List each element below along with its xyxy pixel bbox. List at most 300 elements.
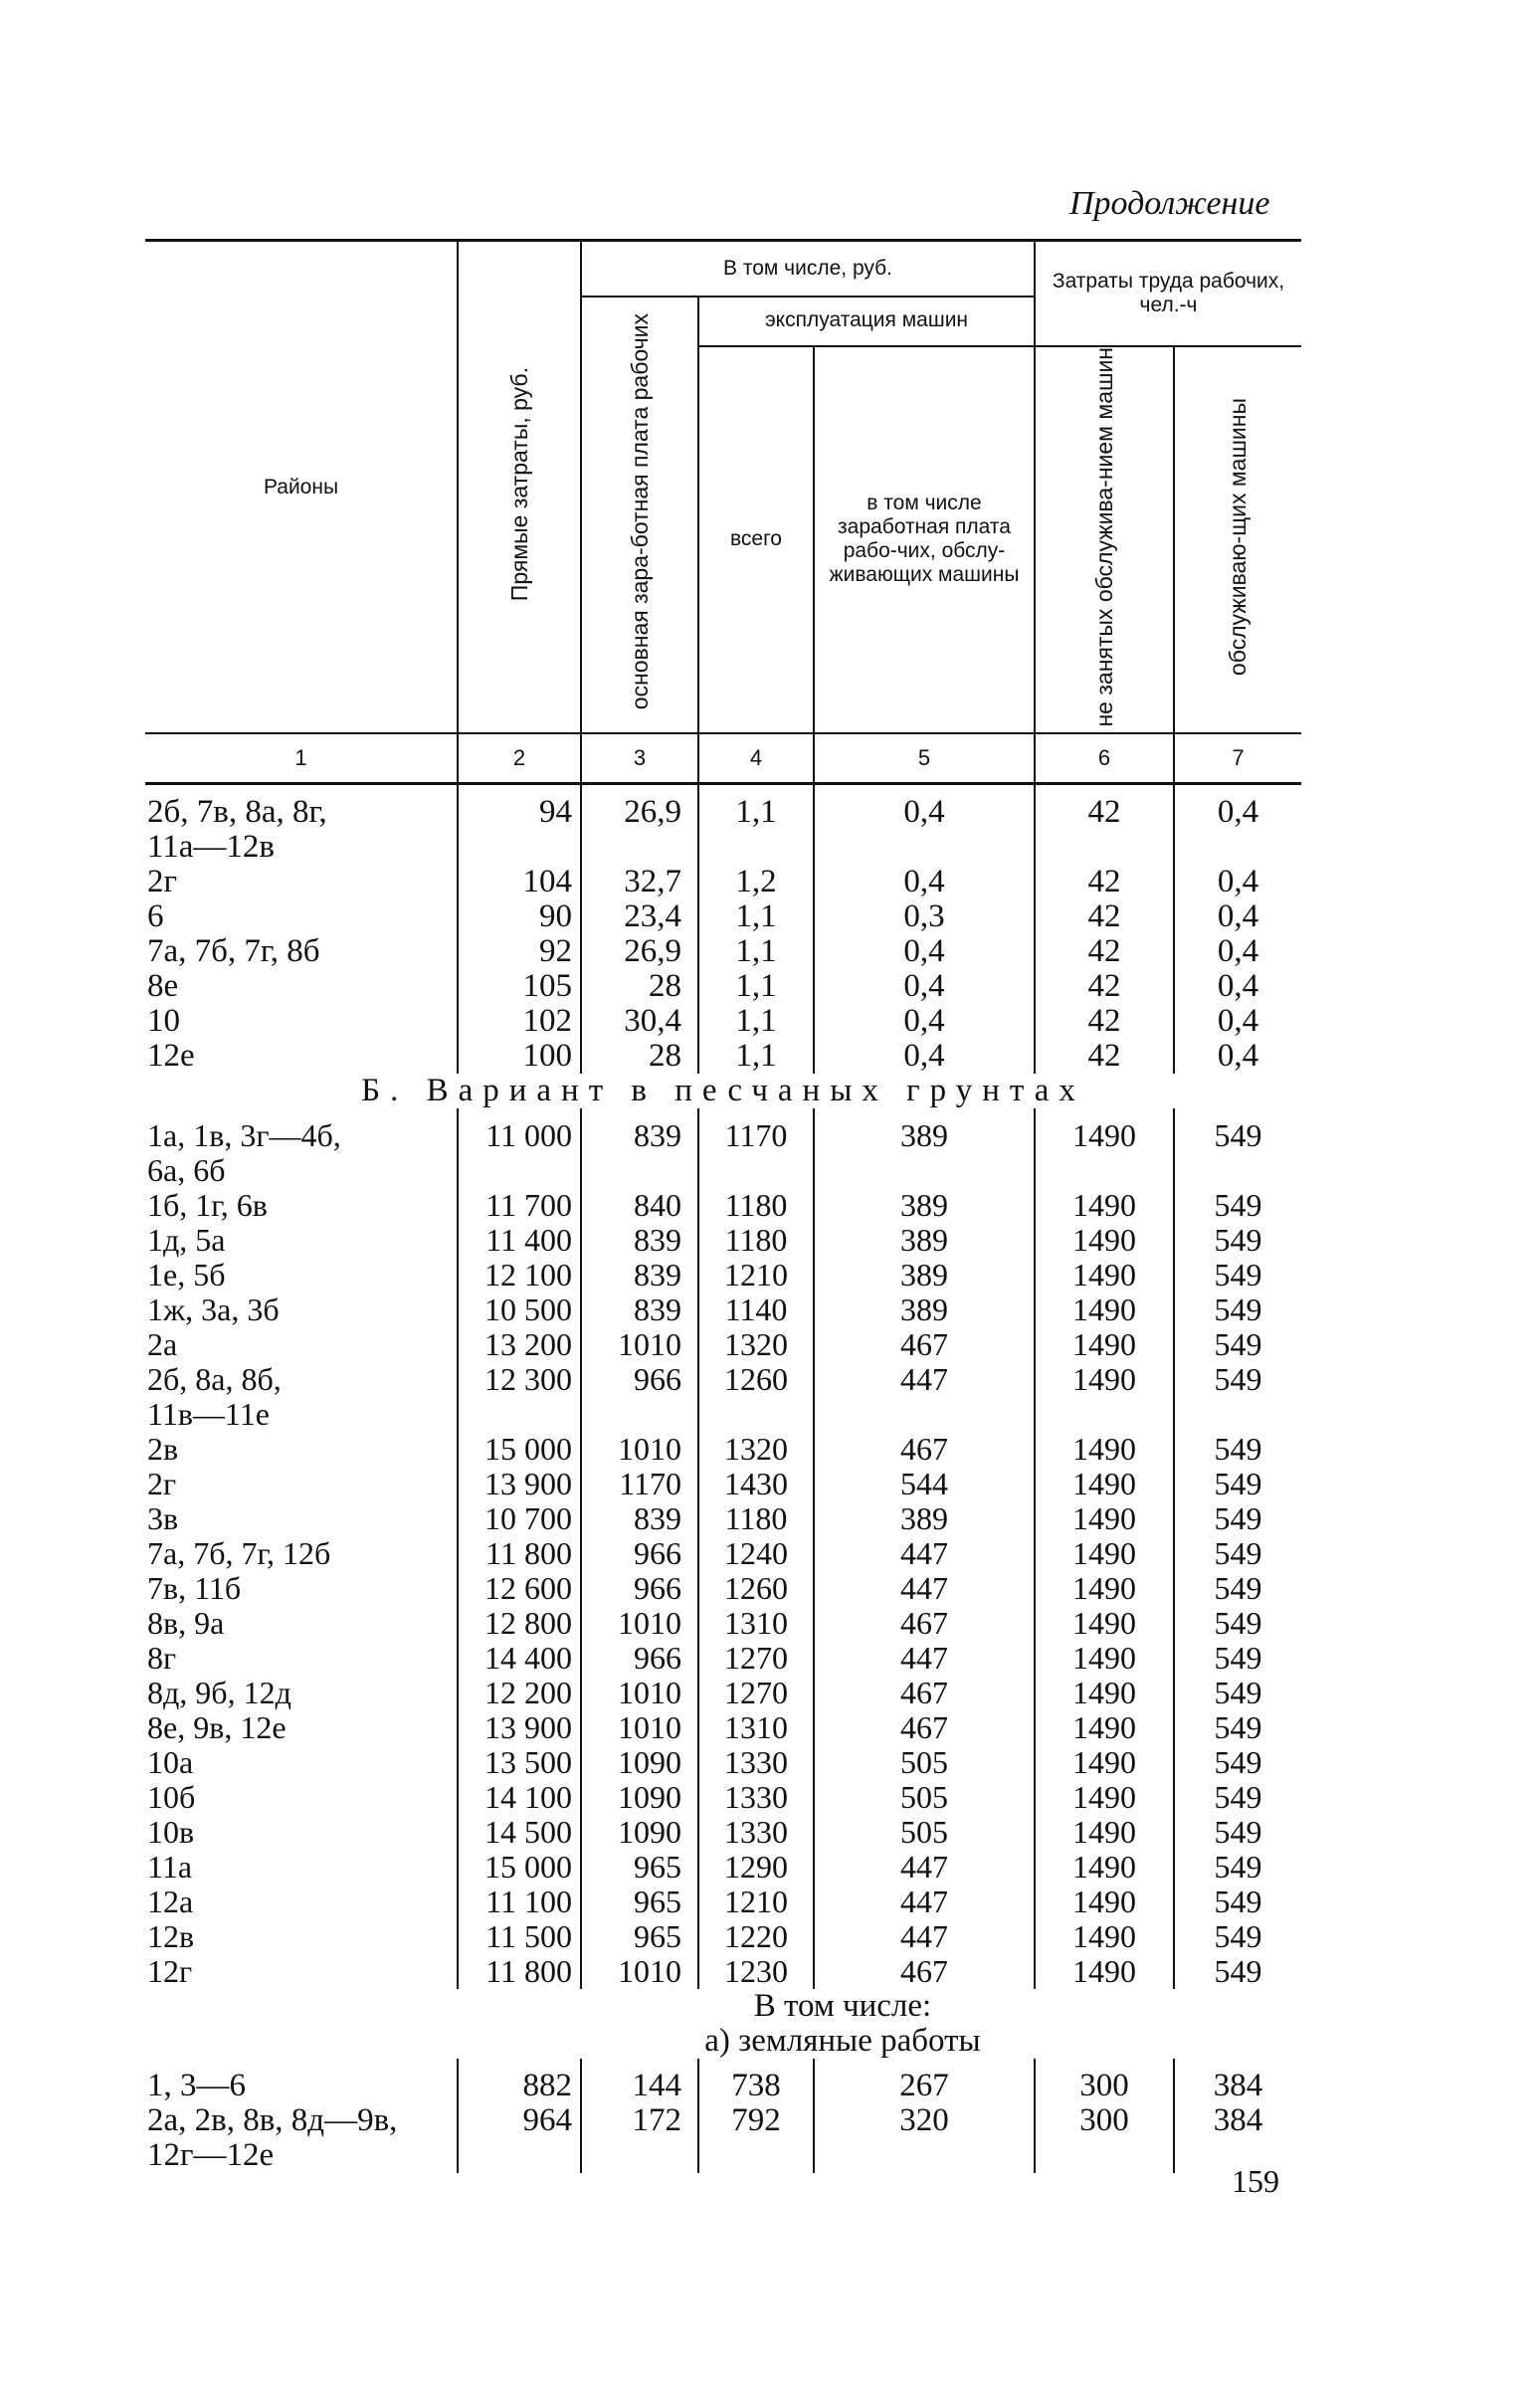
value-cell: 549 — [1174, 1676, 1301, 1710]
value-cell: 1090 — [581, 1815, 698, 1850]
value-cell: 549 — [1174, 1780, 1301, 1815]
value-cell: 467 — [814, 1432, 1035, 1467]
value-cell: 965 — [581, 1919, 698, 1954]
section-a-body — [145, 784, 1301, 1075]
value-cell: 467 — [814, 1954, 1035, 1989]
table-header — [145, 241, 1301, 784]
value-cell: 1010 — [581, 1606, 698, 1641]
table-row — [145, 969, 1301, 1004]
value-cell: 0,4 — [1174, 969, 1301, 1004]
value-cell: 1270 — [698, 1676, 814, 1710]
column-number: 5 — [814, 733, 1035, 784]
value-cell: 42 — [1035, 899, 1174, 934]
value-cell: 0,4 — [1174, 1039, 1301, 1074]
value-cell — [1174, 1397, 1301, 1432]
value-cell: 1490 — [1035, 1641, 1174, 1676]
value-cell: 549 — [1174, 1850, 1301, 1885]
value-cell: 1490 — [1035, 1815, 1174, 1850]
value-cell: 15 000 — [458, 1432, 581, 1467]
table-row — [145, 1536, 1301, 1571]
value-cell — [698, 830, 814, 865]
earthworks-label: а) земляные работы — [704, 2023, 981, 2060]
value-cell: 13 900 — [458, 1467, 581, 1501]
section-b-body — [145, 1108, 1301, 1989]
value-cell: 544 — [814, 1467, 1035, 1501]
value-cell — [814, 2138, 1035, 2173]
region-cell: 2б, 7в, 8а, 8г, — [147, 794, 327, 831]
header-not-machine: не занятых обслужива-нием машин — [1035, 346, 1174, 734]
value-cell: 13 500 — [458, 1745, 581, 1780]
value-cell: 549 — [1174, 1432, 1301, 1467]
value-cell: 92 — [458, 934, 581, 969]
region-cell: 12а — [147, 1884, 194, 1920]
earthworks-body — [145, 2059, 1301, 2173]
value-cell: 0,4 — [814, 934, 1035, 969]
value-cell — [581, 830, 698, 865]
region-cell: 1е, 5б — [147, 1257, 226, 1293]
value-cell: 1,1 — [698, 899, 814, 934]
value-cell: 1,1 — [698, 969, 814, 1004]
value-cell — [1174, 1153, 1301, 1188]
value-cell: 1180 — [698, 1501, 814, 1536]
including-label-row — [145, 1989, 1301, 2024]
table-row — [145, 1467, 1301, 1501]
table-row — [145, 1780, 1301, 1815]
value-cell — [698, 1397, 814, 1432]
value-cell: 1260 — [698, 1571, 814, 1606]
value-cell: 389 — [814, 1108, 1035, 1153]
region-cell: 11а — [147, 1849, 193, 1886]
value-cell: 1490 — [1035, 1108, 1174, 1153]
value-cell: 1490 — [1035, 1571, 1174, 1606]
region-cell: 2б, 8а, 8б, — [147, 1361, 282, 1398]
value-cell: 14 100 — [458, 1780, 581, 1815]
table-row — [145, 830, 1301, 865]
value-cell: 549 — [1174, 1954, 1301, 1989]
value-cell: 94 — [458, 784, 581, 831]
value-cell: 1490 — [1035, 1223, 1174, 1258]
value-cell: 549 — [1174, 1501, 1301, 1536]
value-cell: 0,4 — [814, 1004, 1035, 1039]
value-cell: 549 — [1174, 1606, 1301, 1641]
value-cell — [458, 1153, 581, 1188]
value-cell: 1490 — [1035, 1188, 1174, 1223]
value-cell: 1490 — [1035, 1327, 1174, 1362]
region-cell: 12г—12е — [147, 2137, 275, 2174]
value-cell: 1490 — [1035, 1710, 1174, 1745]
value-cell: 1330 — [698, 1745, 814, 1780]
header-machine-service: обслуживаю-щих машины — [1174, 346, 1301, 734]
table-row — [145, 1571, 1301, 1606]
value-cell: 1490 — [1035, 1467, 1174, 1501]
value-cell: 447 — [814, 1885, 1035, 1919]
value-cell: 1140 — [698, 1292, 814, 1327]
value-cell: 1270 — [698, 1641, 814, 1676]
value-cell: 28 — [581, 969, 698, 1004]
value-cell: 0,3 — [814, 899, 1035, 934]
value-cell: 144 — [581, 2059, 698, 2103]
value-cell: 11 500 — [458, 1919, 581, 1954]
value-cell: 1490 — [1035, 1258, 1174, 1292]
region-cell: 1д, 5а — [147, 1222, 226, 1259]
value-cell: 549 — [1174, 1327, 1301, 1362]
value-cell: 389 — [814, 1292, 1035, 1327]
table-row — [145, 1223, 1301, 1258]
value-cell: 12 200 — [458, 1676, 581, 1710]
value-cell: 549 — [1174, 1571, 1301, 1606]
value-cell: 1490 — [1035, 1606, 1174, 1641]
value-cell: 1,1 — [698, 784, 814, 831]
value-cell: 839 — [581, 1258, 698, 1292]
table-row — [145, 2138, 1301, 2173]
value-cell: 0,4 — [814, 1039, 1035, 1074]
value-cell: 389 — [814, 1501, 1035, 1536]
value-cell: 300 — [1035, 2103, 1174, 2138]
region-cell: 7в, 11б — [147, 1570, 242, 1607]
value-cell: 1330 — [698, 1815, 814, 1850]
value-cell: 549 — [1174, 1108, 1301, 1153]
value-cell: 840 — [581, 1188, 698, 1223]
value-cell: 1180 — [698, 1223, 814, 1258]
table-row — [145, 1919, 1301, 1954]
region-cell: 8д, 9б, 12д — [147, 1675, 291, 1711]
value-cell: 1,2 — [698, 865, 814, 899]
value-cell: 839 — [581, 1501, 698, 1536]
table-row — [145, 865, 1301, 899]
region-cell: 3в — [147, 1500, 179, 1537]
value-cell: 505 — [814, 1745, 1035, 1780]
value-cell: 549 — [1174, 1919, 1301, 1954]
section-b-title-row — [145, 1074, 1301, 1108]
value-cell: 549 — [1174, 1885, 1301, 1919]
value-cell: 549 — [1174, 1258, 1301, 1292]
value-cell: 964 — [458, 2103, 581, 2138]
value-cell: 30,4 — [581, 1004, 698, 1039]
value-cell: 1490 — [1035, 1919, 1174, 1954]
table-row — [145, 1676, 1301, 1710]
region-cell: 7а, 7б, 7г, 12б — [147, 1535, 331, 1572]
table-row — [145, 1954, 1301, 1989]
header-including-group: В том числе, руб. — [581, 241, 1035, 297]
region-cell: 2в — [147, 1431, 179, 1468]
column-number: 7 — [1174, 733, 1301, 784]
value-cell: 172 — [581, 2103, 698, 2138]
value-cell: 42 — [1035, 969, 1174, 1004]
value-cell: 1010 — [581, 1432, 698, 1467]
value-cell: 267 — [814, 2059, 1035, 2103]
value-cell: 966 — [581, 1536, 698, 1571]
value-cell: 389 — [814, 1258, 1035, 1292]
table-row — [145, 934, 1301, 969]
region-cell: 10а — [147, 1744, 194, 1781]
value-cell: 549 — [1174, 1710, 1301, 1745]
value-cell — [698, 1153, 814, 1188]
header-machine-operation: эксплуатация машин — [698, 297, 1035, 346]
region-cell: 1а, 1в, 3г—4б, — [147, 1117, 341, 1154]
value-cell: 965 — [581, 1850, 698, 1885]
value-cell: 549 — [1174, 1362, 1301, 1397]
value-cell: 1330 — [698, 1780, 814, 1815]
earthworks-label-row — [145, 2024, 1301, 2059]
value-cell: 1320 — [698, 1432, 814, 1467]
value-cell — [1174, 830, 1301, 865]
value-cell: 1090 — [581, 1780, 698, 1815]
header-direct-costs: Прямые затраты, руб. — [458, 241, 581, 734]
value-cell: 1490 — [1035, 1432, 1174, 1467]
value-cell: 320 — [814, 2103, 1035, 2138]
table-row — [145, 2103, 1301, 2138]
value-cell: 1490 — [1035, 1745, 1174, 1780]
value-cell: 1210 — [698, 1258, 814, 1292]
value-cell: 1490 — [1035, 1885, 1174, 1919]
value-cell: 549 — [1174, 1815, 1301, 1850]
value-cell: 42 — [1035, 784, 1174, 831]
value-cell: 12 100 — [458, 1258, 581, 1292]
value-cell: 42 — [1035, 1004, 1174, 1039]
value-cell: 1490 — [1035, 1292, 1174, 1327]
value-cell: 23,4 — [581, 899, 698, 934]
value-cell: 100 — [458, 1039, 581, 1074]
value-cell: 104 — [458, 865, 581, 899]
value-cell: 549 — [1174, 1223, 1301, 1258]
region-cell: 2г — [147, 1466, 177, 1502]
value-cell: 32,7 — [581, 865, 698, 899]
region-cell: 11в—11е — [147, 1396, 270, 1433]
header-operator-wage: в том числе заработная плата рабо-чих, обслу-живающих машины — [814, 346, 1035, 734]
table-row — [145, 1153, 1301, 1188]
table-row — [145, 1850, 1301, 1885]
value-cell: 1010 — [581, 1954, 698, 1989]
value-cell — [698, 2138, 814, 2173]
value-cell: 15 000 — [458, 1850, 581, 1885]
table-row — [145, 1815, 1301, 1850]
value-cell: 1490 — [1035, 1850, 1174, 1885]
value-cell: 882 — [458, 2059, 581, 2103]
table-row — [145, 1432, 1301, 1467]
column-number: 2 — [458, 733, 581, 784]
value-cell: 447 — [814, 1850, 1035, 1885]
value-cell: 549 — [1174, 1536, 1301, 1571]
value-cell — [581, 2138, 698, 2173]
value-cell: 1430 — [698, 1467, 814, 1501]
value-cell: 13 200 — [458, 1327, 581, 1362]
value-cell: 1490 — [1035, 1501, 1174, 1536]
region-cell: 10 — [147, 1003, 180, 1040]
table-row — [145, 1501, 1301, 1536]
value-cell: 467 — [814, 1676, 1035, 1710]
value-cell: 42 — [1035, 865, 1174, 899]
value-cell: 1490 — [1035, 1362, 1174, 1397]
value-cell — [1035, 2138, 1174, 2173]
region-cell: 10в — [147, 1814, 195, 1851]
value-cell — [458, 2138, 581, 2173]
region-cell: 2г — [147, 864, 178, 900]
region-cell: 1ж, 3а, 3б — [147, 1292, 280, 1328]
value-cell: 1320 — [698, 1327, 814, 1362]
value-cell — [1035, 1397, 1174, 1432]
value-cell: 549 — [1174, 1467, 1301, 1501]
value-cell: 1170 — [581, 1467, 698, 1501]
value-cell: 11 100 — [458, 1885, 581, 1919]
value-cell: 549 — [1174, 1188, 1301, 1223]
value-cell: 1230 — [698, 1954, 814, 1989]
value-cell — [458, 1397, 581, 1432]
page-number: 159 — [1232, 2163, 1279, 2199]
table-row — [145, 1606, 1301, 1641]
value-cell: 738 — [698, 2059, 814, 2103]
table-row — [145, 1641, 1301, 1676]
region-cell: 8г — [147, 1640, 177, 1677]
value-cell: 300 — [1035, 2059, 1174, 2103]
region-cell: 7а, 7б, 7г, 8б — [147, 933, 320, 970]
value-cell: 90 — [458, 899, 581, 934]
value-cell: 1490 — [1035, 1954, 1174, 1989]
value-cell: 467 — [814, 1606, 1035, 1641]
region-cell: 2а, 2в, 8в, 8д—9в, — [147, 2102, 398, 2139]
region-cell: 6 — [147, 898, 164, 935]
value-cell: 1,1 — [698, 1039, 814, 1074]
value-cell: 966 — [581, 1641, 698, 1676]
value-cell: 11 800 — [458, 1536, 581, 1571]
section-b-title: Б. Вариант в песчаных грунтах — [361, 1073, 1085, 1109]
region-cell: 12в — [147, 1918, 195, 1955]
value-cell: 12 800 — [458, 1606, 581, 1641]
value-cell: 389 — [814, 1223, 1035, 1258]
value-cell: 0,4 — [1174, 784, 1301, 831]
region-cell: 8в, 9а — [147, 1605, 225, 1642]
table-row — [145, 1188, 1301, 1223]
value-cell: 839 — [581, 1292, 698, 1327]
region-cell: 12е — [147, 1038, 195, 1075]
value-cell: 966 — [581, 1362, 698, 1397]
value-cell: 467 — [814, 1327, 1035, 1362]
value-cell: 549 — [1174, 1641, 1301, 1676]
header-labor-group: Затраты труда рабочих, чел.-ч — [1035, 241, 1301, 346]
value-cell — [814, 1397, 1035, 1432]
table-row — [145, 1292, 1301, 1327]
table-row — [145, 2059, 1301, 2103]
table-row — [145, 1745, 1301, 1780]
column-number: 1 — [145, 733, 458, 784]
value-cell: 0,4 — [814, 784, 1035, 831]
value-cell: 14 500 — [458, 1815, 581, 1850]
value-cell: 0,4 — [814, 969, 1035, 1004]
value-cell: 28 — [581, 1039, 698, 1074]
value-cell: 0,4 — [1174, 899, 1301, 934]
region-cell: 12г — [147, 1953, 193, 1990]
value-cell: 10 500 — [458, 1292, 581, 1327]
value-cell: 1,1 — [698, 934, 814, 969]
value-cell — [581, 1153, 698, 1188]
value-cell: 0,4 — [1174, 934, 1301, 969]
region-cell: 2а — [147, 1326, 178, 1363]
value-cell — [814, 830, 1035, 865]
value-cell: 11 700 — [458, 1188, 581, 1223]
value-cell: 447 — [814, 1362, 1035, 1397]
value-cell: 1490 — [1035, 1780, 1174, 1815]
table-row — [145, 1039, 1301, 1074]
value-cell: 42 — [1035, 1039, 1174, 1074]
column-number: 6 — [1035, 733, 1174, 784]
value-cell: 839 — [581, 1223, 698, 1258]
table-row — [145, 1327, 1301, 1362]
value-cell: 1010 — [581, 1710, 698, 1745]
value-cell: 1290 — [698, 1850, 814, 1885]
table-row — [145, 1885, 1301, 1919]
value-cell — [458, 830, 581, 865]
table-row — [145, 1004, 1301, 1039]
value-cell: 1170 — [698, 1108, 814, 1153]
table-row — [145, 1258, 1301, 1292]
value-cell: 505 — [814, 1780, 1035, 1815]
value-cell: 11 800 — [458, 1954, 581, 1989]
header-total: всего — [698, 346, 814, 734]
value-cell: 384 — [1174, 2103, 1301, 2138]
value-cell: 1490 — [1035, 1676, 1174, 1710]
value-cell: 467 — [814, 1710, 1035, 1745]
value-cell: 1010 — [581, 1327, 698, 1362]
value-cell: 1210 — [698, 1885, 814, 1919]
value-cell: 965 — [581, 1885, 698, 1919]
region-cell: 8е, 9в, 12е — [147, 1709, 287, 1746]
value-cell: 1220 — [698, 1919, 814, 1954]
running-header: Продолжение — [1069, 185, 1270, 222]
value-cell: 792 — [698, 2103, 814, 2138]
region-cell: 10б — [147, 1779, 196, 1816]
table-row — [145, 1710, 1301, 1745]
column-number: 3 — [581, 733, 698, 784]
table-row — [145, 1108, 1301, 1153]
value-cell: 26,9 — [581, 784, 698, 831]
value-cell: 11 000 — [458, 1108, 581, 1153]
table-row — [145, 784, 1301, 831]
value-cell: 966 — [581, 1571, 698, 1606]
value-cell: 1090 — [581, 1745, 698, 1780]
value-cell: 1240 — [698, 1536, 814, 1571]
value-cell: 384 — [1174, 2059, 1301, 2103]
region-cell: 6а, 6б — [147, 1152, 226, 1189]
region-cell: 1б, 1г, 6в — [147, 1187, 268, 1224]
including-label: В том числе: — [753, 1988, 932, 2025]
value-cell: 839 — [581, 1108, 698, 1153]
header-base-wage: основная зара-ботная плата рабочих — [581, 297, 698, 734]
value-cell: 12 300 — [458, 1362, 581, 1397]
region-cell: 11а—12в — [147, 829, 276, 866]
value-cell: 389 — [814, 1188, 1035, 1223]
value-cell: 447 — [814, 1536, 1035, 1571]
value-cell: 1180 — [698, 1188, 814, 1223]
value-cell — [814, 1153, 1035, 1188]
value-cell: 1490 — [1035, 1536, 1174, 1571]
value-cell: 1310 — [698, 1710, 814, 1745]
header-regions: Районы — [145, 241, 458, 734]
value-cell: 0,4 — [1174, 865, 1301, 899]
value-cell: 549 — [1174, 1745, 1301, 1780]
value-cell — [1035, 830, 1174, 865]
value-cell: 1010 — [581, 1676, 698, 1710]
value-cell: 447 — [814, 1919, 1035, 1954]
value-cell: 14 400 — [458, 1641, 581, 1676]
value-cell: 105 — [458, 969, 581, 1004]
value-cell: 549 — [1174, 1292, 1301, 1327]
value-cell: 447 — [814, 1641, 1035, 1676]
value-cell: 0,4 — [814, 865, 1035, 899]
value-cell: 13 900 — [458, 1710, 581, 1745]
value-cell: 0,4 — [1174, 1004, 1301, 1039]
data-table — [145, 239, 1301, 2173]
value-cell: 102 — [458, 1004, 581, 1039]
table-row — [145, 1397, 1301, 1432]
